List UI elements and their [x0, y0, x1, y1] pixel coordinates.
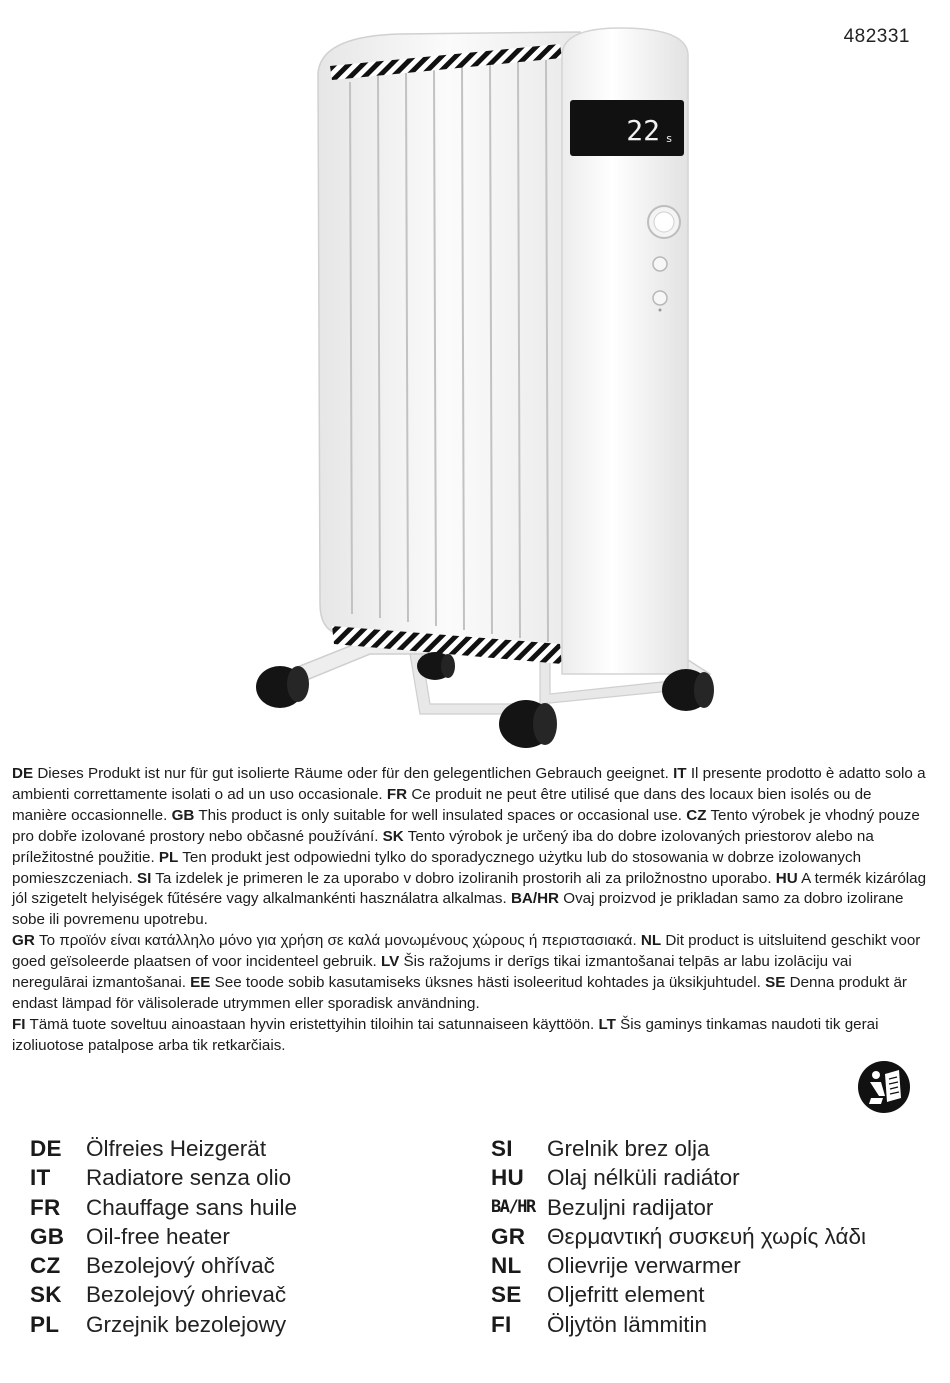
language-code: BA/HR: [510, 890, 560, 908]
product-name-text: Radiatore senza olio: [86, 1165, 292, 1191]
language-code: NL: [640, 932, 662, 950]
product-name-it: [30, 1163, 297, 1192]
language-code: SI: [491, 1136, 513, 1161]
product-name-fi: [491, 1310, 866, 1339]
insulation-notice: [12, 764, 927, 1057]
notice-gr: [12, 932, 637, 949]
notice-text: A termék kizárólag jól szigetelt helyiségek fűtésére vagy alkalmankénti használatra alkalmas.: [12, 869, 927, 908]
language-code: IT: [30, 1165, 51, 1191]
product-name-text: Grzejnik bezolejowy: [86, 1311, 287, 1337]
language-code: SK: [382, 827, 404, 845]
notice-text: Tento výrobok je určený iba do dobre izolovaných priestorov alebo na príležitostné použitie.: [12, 827, 874, 866]
product-name-hu: [491, 1163, 866, 1192]
notice-de: [12, 765, 669, 782]
product-name-text: Bezolejový ohrievač: [86, 1282, 287, 1308]
notice-text: Το προϊόν είναι κατάλληλο μόνο για χρήση σε καλά μονωμένους χώρους ή περιστασιακά.: [39, 932, 637, 950]
language-code: SE: [491, 1282, 522, 1308]
product-name-text: Oil-free heater: [86, 1223, 230, 1249]
notice-text: Tento výrobek je vhodný pouze pro dobře izolované prostory nebo občasné používání.: [12, 806, 920, 845]
notice-text: Ovaj proizvod je prikladan samo za dobro izolirane sobe ili povremenu upotrebu.: [12, 890, 904, 929]
language-code: SI: [136, 869, 152, 887]
product-name-cz: [30, 1251, 297, 1280]
mode-button: [653, 291, 667, 305]
notice-ee: [190, 974, 761, 991]
language-code: EE: [190, 974, 211, 992]
language-code: PL: [158, 848, 179, 866]
language-code: HU: [491, 1165, 525, 1191]
language-code: PL: [30, 1311, 60, 1337]
language-code: GB: [171, 806, 195, 824]
notice-text: See toode sobib kasutamiseks üksnes hästi isoleeritud kohtades ja üksikjuhtudel.: [214, 974, 761, 992]
radiator-fins: [318, 32, 580, 664]
language-code: NL: [491, 1253, 522, 1279]
product-name-text: Öljytön lämmitin: [547, 1311, 708, 1337]
article-number: 482331: [843, 26, 910, 47]
notice-si: [137, 870, 772, 887]
language-code: DE: [12, 765, 34, 782]
language-code: FR: [30, 1194, 61, 1220]
language-code: LT: [598, 1015, 616, 1033]
notice-text: Šis ražojums ir derīgs tikai izmantošanai telpās ar labu izolāciju vai neregulārai izmantošanai.: [12, 953, 852, 992]
display-suffix: s: [666, 132, 672, 145]
display-reading: 22: [626, 114, 660, 147]
notice-text: Tämä tuote soveltuu ainoastaan hyvin eristettyihin tiloihin tai satunnaiseen käyttöön.: [29, 1015, 595, 1033]
notice-gb: [172, 807, 682, 824]
language-code: SE: [765, 974, 786, 992]
product-name-text: Bezolejový ohřívač: [86, 1253, 275, 1279]
product-name-text: Bezuljni radijator: [547, 1194, 714, 1220]
product-name-text: Θερμαντική συσκευή χωρίς λάδι: [547, 1223, 866, 1249]
product-name-text: Olaj nélküli radiátor: [547, 1165, 740, 1191]
product-name-text: Oljefritt element: [547, 1282, 705, 1308]
product-names-left: [30, 1134, 297, 1339]
language-code: BA/HR: [491, 1196, 535, 1217]
language-code: IT: [673, 765, 687, 782]
notice-text: Šis gaminys tinkamas naudoti tik gerai izoliuotose patalpose arba tik retkarčiais.: [12, 1015, 879, 1054]
language-code: CZ: [686, 806, 707, 824]
product-name-text: Grelnik brez olja: [547, 1136, 710, 1161]
read-manual-icon: [857, 1060, 911, 1114]
power-button: [653, 257, 667, 271]
notice-text: Dit product is uitsluitend geschikt voor goed geïsoleerde plaatsen of voor incidenteel gebruik.: [12, 932, 921, 971]
language-code: FI: [12, 1015, 26, 1033]
notice-fi: [12, 1016, 594, 1033]
language-code: LV: [381, 953, 400, 971]
notice-text: Dieses Produkt ist nur für gut isolierte Räume oder für den gelegentlichen Gebrauch geeignet.: [37, 765, 669, 782]
product-name-fr: [30, 1193, 297, 1222]
language-code: CZ: [30, 1253, 61, 1279]
product-name-sk: [30, 1280, 297, 1309]
language-code: GR: [491, 1223, 526, 1249]
product-name-de: [30, 1134, 297, 1163]
control-panel: [562, 28, 688, 674]
notice-text: Denna produkt är endast lämpad för välisolerade utrymmen eller sporadisk användning.: [12, 974, 907, 1012]
product-name-nl: [491, 1251, 866, 1280]
product-name-text: Ölfreies Heizgerät: [86, 1136, 267, 1161]
product-name-ba-hr: [491, 1193, 866, 1222]
language-code: GR: [12, 932, 35, 950]
notice-text: Il presente prodotto è adatto solo a ambienti correttamente isolati o ad un uso occasionale.: [12, 765, 926, 803]
notice-text: Ten produkt jest odpowiedni tylko do sporadycznego użytku lub do stosowania w dobrze izolowanych pomieszczeniach.: [12, 848, 862, 887]
product-names-right: [491, 1134, 866, 1339]
product-name-gb: [30, 1222, 297, 1251]
language-code: SK: [30, 1282, 62, 1308]
notice-text: Ta izdelek je primeren le za uporabo v dobro izoliranih prostorih ali za priložnostno uporabo.: [155, 869, 772, 887]
language-code: DE: [30, 1136, 62, 1161]
language-code: GB: [30, 1223, 65, 1249]
notice-text: Ce produit ne peut être utilisé que dans des locaux bien isolés ou de manière occasionnelle.: [12, 785, 872, 824]
product-name-pl: [30, 1310, 297, 1339]
language-code: FI: [491, 1311, 512, 1337]
product-name-text: Olievrije verwarmer: [547, 1253, 741, 1279]
oil-free-heater-image: [240, 14, 720, 754]
product-name-text: Chauffage sans huile: [86, 1194, 297, 1220]
notice-text: This product is only suitable for well insulated spaces or occasional use.: [198, 806, 683, 824]
language-code: HU: [775, 869, 798, 887]
product-name-si: [491, 1134, 866, 1163]
language-code: FR: [386, 785, 408, 803]
product-name-gr: [491, 1222, 866, 1251]
product-name-se: [491, 1280, 866, 1309]
